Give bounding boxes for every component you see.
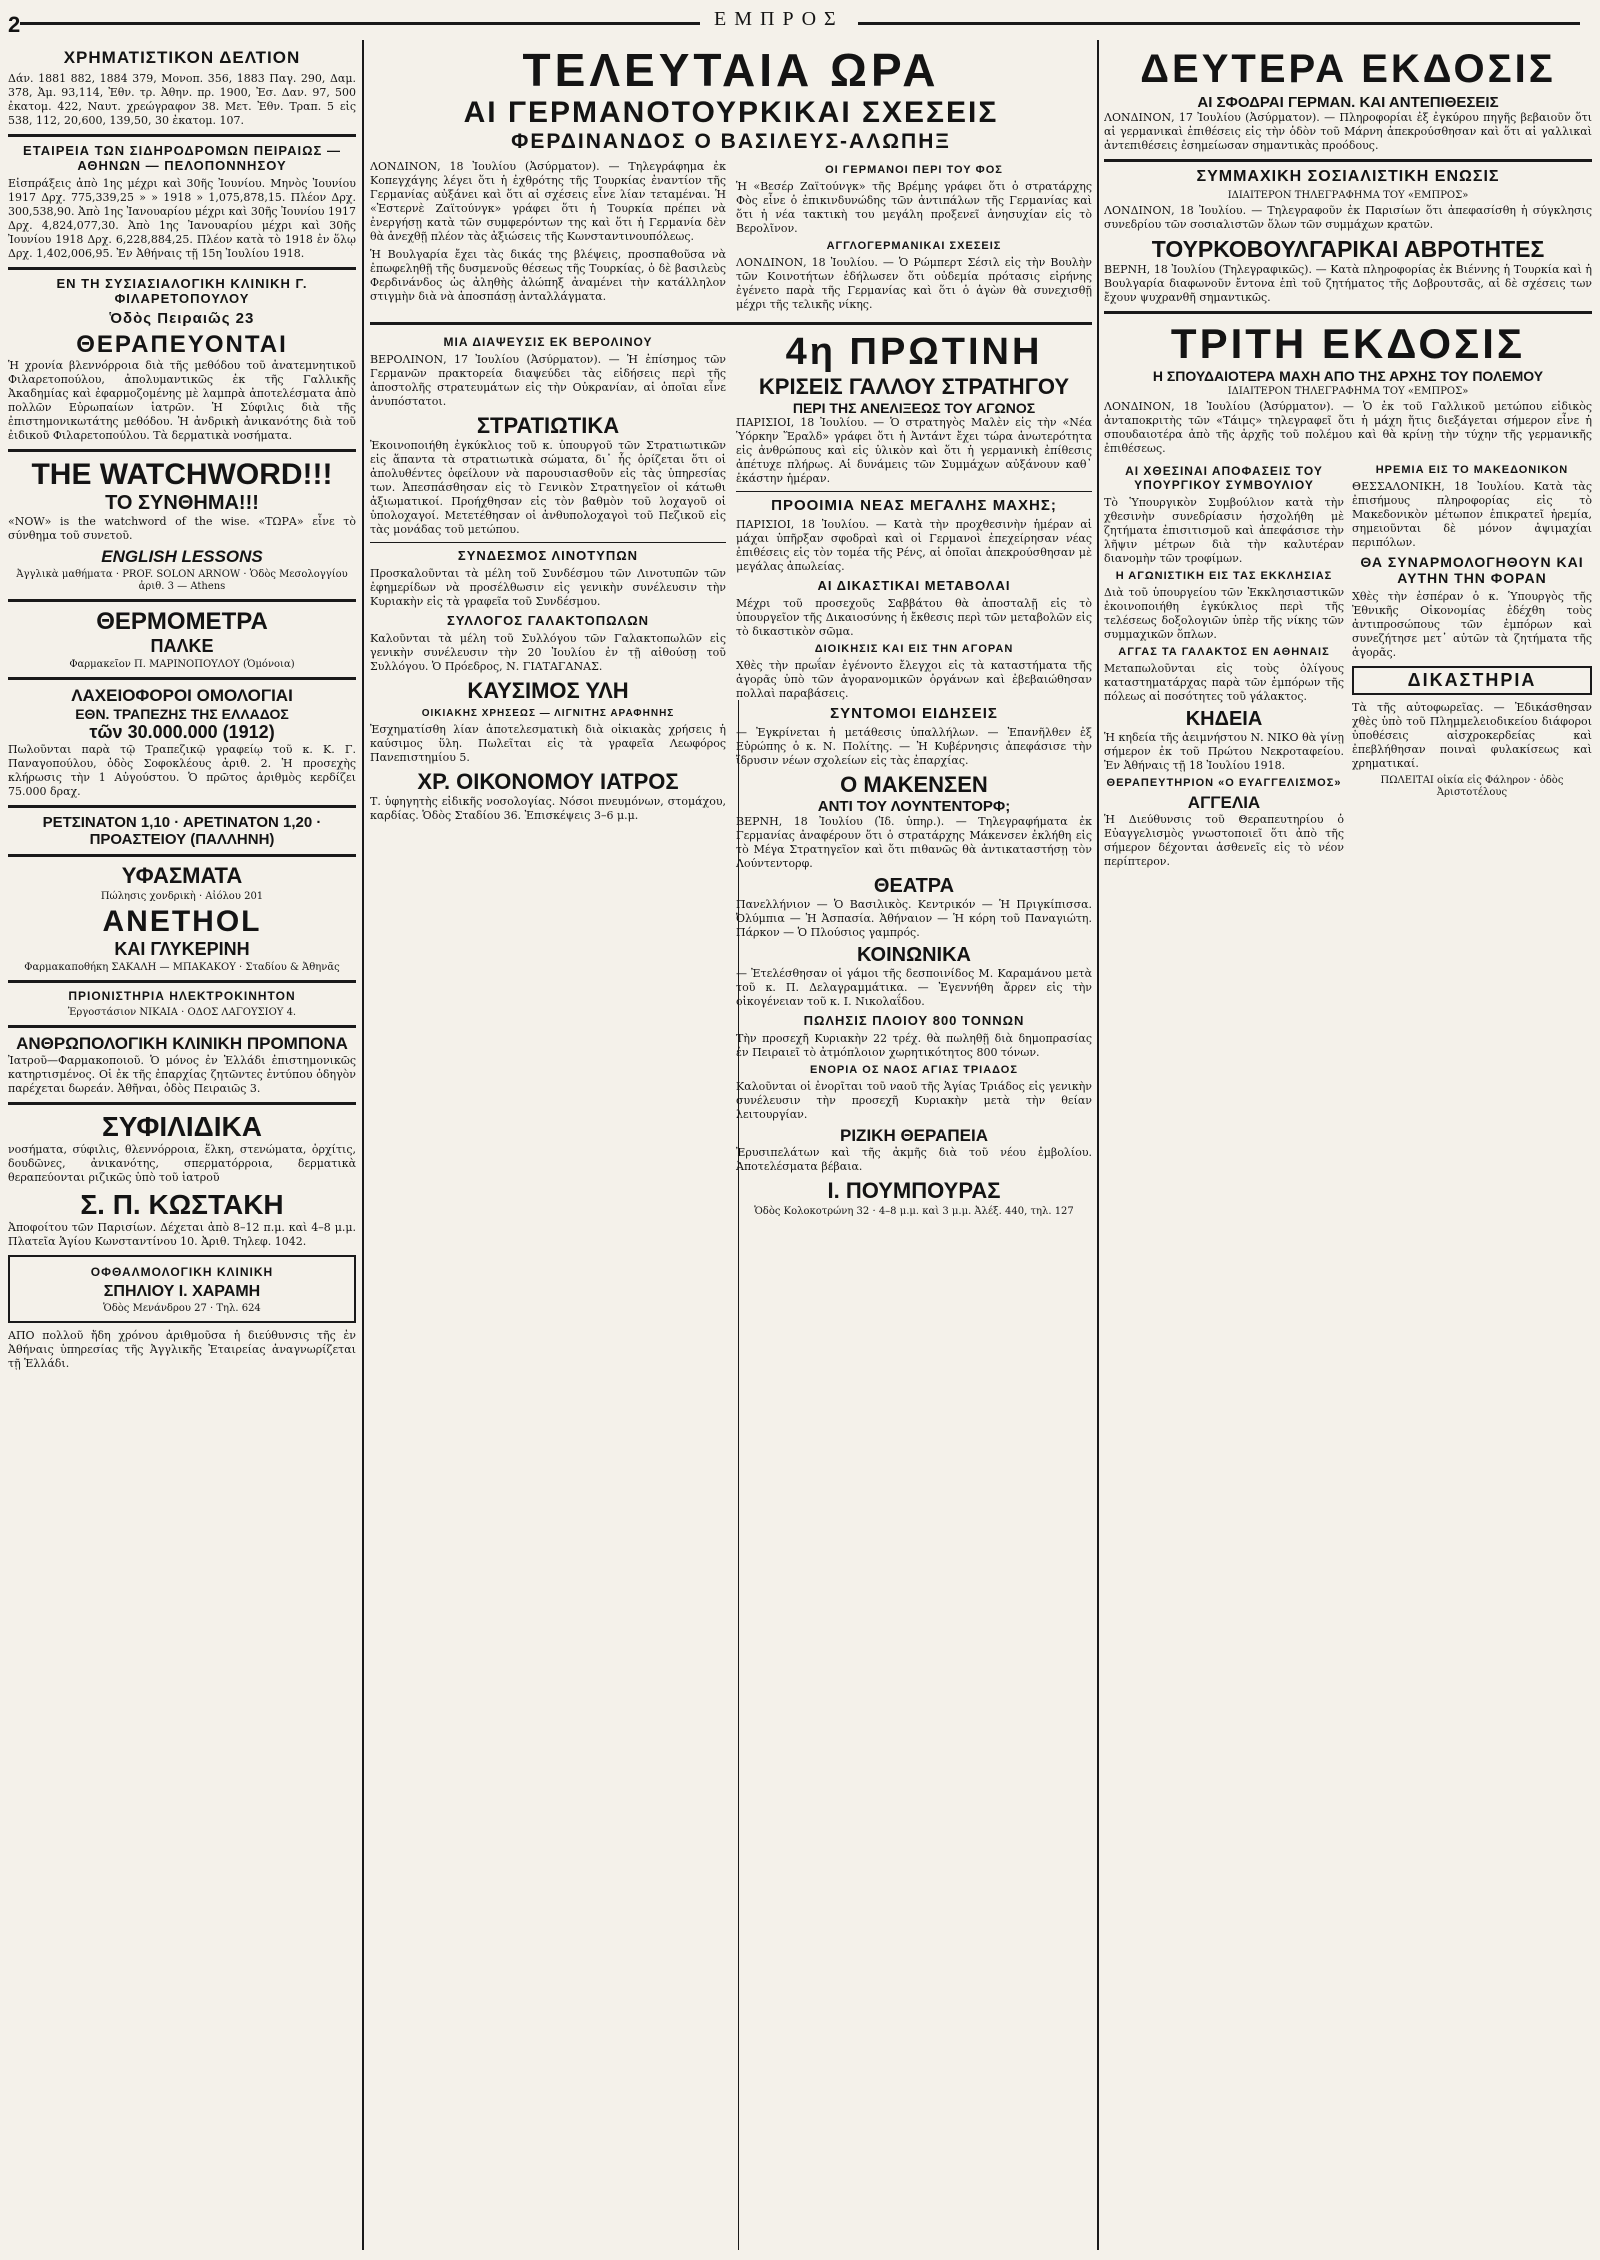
divider	[8, 134, 356, 137]
second-edition-headline: ΑΙ ΣΦΟΔΡΑΙ ΓΕΡΜΑΝ. ΚΑΙ ΑΝΤΕΠΙΘΕΣΕΙΣ	[1197, 94, 1499, 111]
milk-title: ΣΥΛΛΟΓΟΣ ΓΑΛΑΚΤΟΠΩΛΩΝ	[446, 613, 650, 628]
paper-name: ΕΜΠΡΟΣ	[700, 8, 858, 31]
academic-title: ΑΓΓΑΣ ΤΑ ΓΑΛΑΚΤΟΣ ΕΝ ΑΘΗΝΑΙΣ	[1118, 646, 1330, 658]
cure-title: ΡΙΖΙΚΗ ΘΕΡΑΠΕΙΑ	[840, 1126, 988, 1145]
third-edition-banner: ΤΡΙΤΗ ΕΚΔΟΣΙΣ	[1170, 320, 1526, 367]
watchword-text: «NOW» is the watchword of the wise. «ΤΩΡΑ» εἶνε τὸ σύνθημα τοῦ συνετοῦ.	[8, 515, 356, 542]
left-column	[8, 44, 356, 2250]
fuel-sub: ΟΙΚΙΑΚΗΣ ΧΡΗΣΕΩΣ — ΛΙΓΝΙΤΗΣ ΑΡΑΦΗΝΗΣ	[421, 708, 675, 719]
last-hour-column	[370, 44, 1092, 2250]
doctor-title: ΧΡ. ΟΙΚΟΝΟΜΟΥ ΙΑΤΡΟΣ	[417, 769, 679, 794]
poumpouras-title: Ι. ΠΟΥΜΠΟΥΡΑΣ	[827, 1178, 1001, 1203]
lessons-title: ENGLISH LESSONS	[101, 547, 263, 566]
ship-title: ΠΩΛΗΣΙΣ ΠΛΟΙΟΥ 800 ΤΟΝΝΩΝ	[803, 1013, 1025, 1028]
center-right-col	[736, 331, 1092, 1220]
courts-box	[1352, 666, 1592, 695]
kostaki-title: Σ. Π. ΚΩΣΤΑΚΗ	[80, 1189, 284, 1220]
masthead	[0, 0, 1600, 40]
third-edition-headline: Η ΣΠΟΥΔΑΙΟΤΕΡΑ ΜΑΧΗ ΑΠΟ ΤΗΣ ΑΡΧΗΣ ΤΟΥ ΠΟΛΕΜΟΥ	[1152, 368, 1544, 384]
courts-text: Μέχρι τοῦ προσεχοῦς Σαββάτου θὰ ἀποσταλῇ εἰς τὸ ὑπουργεῖον τῆς Δικαιοσύνης ἡ ἔκθεσις περὶ τῶν μεταβολῶν εἰς τὸ δικαστικὸν σῶμα.	[736, 597, 1092, 638]
ophthalmology-ad	[8, 1255, 356, 1323]
third-edition-sub: ΙΔΙΑΙΤΕΡΟΝ ΤΗΛΕΓΡΑΦΗΜΑ ΤΟΥ «ΕΜΠΡΟΣ»	[1227, 386, 1469, 397]
crisis-sub: ΠΕΡΙ ΤΗΣ ΑΝΕΛΙΞΕΩΣ ΤΟΥ ΑΓΩΝΟΣ	[792, 400, 1036, 416]
ophth-name: ΣΠΗΛΙΟΥ Ι. ΧΑΡΑΜΗ	[103, 1283, 261, 1300]
again-text: Χθὲς τὴν ἑσπέραν ὁ κ. Ὑπουργὸς τῆς Ἐθνικῆς Οἰκονομίας ἐδέχθη τοὺς ἀντιπροσώπους τῶν ἐμπόρων καὶ συνεζήτησε μετ᾿ αὐτῶν τὰ ζητήματα τῆς ἀγορᾶς.	[1352, 590, 1592, 659]
thermo-title: ΘΕΡΜΟΜΕΤΡΑ	[96, 608, 268, 635]
anethol-text: Φαρμακαποθήκη ΣΑΚΑΛΗ — ΜΠΑΚΑΚΟΥ · Σταδίου & Ἀθηνᾶς	[24, 962, 340, 973]
bourse-title: ΧΡΗΜΑΤΙΣΤΙΚΟΝ ΔΕΛΤΙΟΝ	[63, 48, 301, 67]
military-text: Ἐκοινοποιήθη ἐγκύκλιος τοῦ κ. ὑπουργοῦ τῶν Στρατιωτικῶν εἰς ἅπαντα τὰ στρατιωτικὰ σώματα, δι᾿ ἧς ὁρίζεται ὅτι οἱ ἀπολυθέντες ὀφείλουν νὰ παρουσιασθοῦν εἰς τὰς ὑπηρεσίας των. Ἀπεσπάσθησαν εἰς τὸ Γενικὸν Στρατηγεῖον οἱ κάτωθι ἀξιωματικοί. Προήχθησαν εἰς τὸν βαθμὸν τοῦ λοχαγοῦ οἱ ὑπολοχαγοί. Μετετέθησαν οἱ ἀνθυπολοχαγοὶ τοῦ Πεζικοῦ εἰς τὰς μονάδας τοῦ μετώπου.	[370, 439, 726, 536]
divider	[8, 599, 356, 602]
thermo-text: Φαρμακεῖον Π. ΜΑΡΙΝΟΠΟΥΛΟΥ (Ὁμόνοια)	[69, 659, 295, 670]
divider	[736, 491, 1092, 492]
unions-title: ΣΥΝΔΕΣΜΟΣ ΛΙΝΟΤΥΠΩΝ	[457, 548, 639, 563]
center-left-col	[370, 331, 726, 1220]
last-hour-col-2	[736, 160, 1092, 316]
lh-para-1: ΛΟΝΔΙΝΟΝ, 18 Ἰουλίου (Ἀσύρματον). — Τηλεγράφημα ἐκ Κοπεγχάγης λέγει ὅτι ἡ ἐχθρότης τῆς Τουρκίας ἐναντίον τῆς Γερμανίας αὐξάνει καὶ ὅτι αἱ σχέσεις εἶνε λίαν τεταμέναι. Ἡ «Ἐστερνὲ Ζαϊτούνγκ» γράφει ὅτι ἡ Τουρκία πρέπει νὰ ἐνεργήσῃ κατὰ τῶν συμφερόντων της καὶ ὅτι ἡ Γερμανία δὲν θὰ ἀνεχθῇ πλέον τὰς ἀξιώσεις τῆς Κωνσταντινουπόλεως.	[370, 160, 726, 243]
divider	[8, 267, 356, 270]
ministers-text: Τὸ Ὑπουργικὸν Συμβούλιον κατὰ τὴν χθεσινὴν συνεδρίασιν ἠσχολήθη μὲ ζητήματα ἐπισιτισμοῦ καὶ ἀπεφάσισε τὴν λῆψιν μέτρων διὰ τὴν καλυτέραν διανομὴν τῶν τροφίμων.	[1104, 496, 1344, 565]
sold-text: ΠΩΛΕΙΤΑΙ οἰκία εἰς Φάληρον · ὁδὸς Ἀριστοτέλους	[1380, 775, 1564, 798]
third-col-right	[1352, 460, 1592, 873]
right-column	[1104, 44, 1592, 2250]
clinic-heading: ΘΕΡΑΠΕΥΟΝΤΑΙ	[76, 331, 288, 358]
theatre-title: ΘΕΑΤΡΑ	[873, 875, 955, 897]
column-divider	[1097, 40, 1099, 2250]
sub-germans: ΟΙ ΓΕΡΜΑΝΟΙ ΠΕΡΙ ΤΟΥ ΦΟΣ	[825, 164, 1003, 176]
berlin-title: ΜΙΑ ΔΙΑΨΕΥΣΙΣ ΕΚ ΒΕΡΟΛΙΝΟΥ	[443, 335, 653, 349]
courts-text-right: Τὰ τῆς αὐτοφωρεῖας. — Ἐδικάσθησαν χθὲς ὑπὸ τοῦ Πλημμελειοδικείου διάφοροι ὑποθέσεις αἰσχροκερδείας καὶ ἐπεβλήθησαν ποιναὶ φυλακίσεως καὶ χρηματικαί.	[1352, 701, 1592, 770]
fourth-edition-banner: 4η ΠΡΩΤΙΝΗ	[785, 331, 1043, 373]
unions-text: Προσκαλοῦνται τὰ μέλη τοῦ Συνδέσμου τῶν Λινοτυπῶν τῶν ἐφημερίδων νὰ προσέλθωσιν εἰς γενικὴν συνέλευσιν τὴν Κυριακὴν εἰς τὰ γραφεῖα τοῦ Συνδέσμου.	[370, 567, 726, 608]
kinema-text: Ἡ κηδεία τῆς ἀειμνήστου Ν. ΝΙΚΟ θὰ γίνῃ σήμερον ἐκ τοῦ Πρώτου Νεκροταφείου. Ἐν Ἀθήναις τῇ 18 Ἰουλίου 1918.	[1104, 731, 1344, 772]
lottery-amount: τῶν 30.000.000 (1912)	[89, 722, 275, 742]
center-lower	[370, 331, 1092, 1220]
syphilis-title: ΣΥΦΙΛΙΔΙΚΑ	[102, 1111, 262, 1142]
divider	[8, 449, 356, 452]
divider	[1104, 159, 1592, 162]
kinema-title: ΚΗΔΕΙΑ	[1185, 708, 1263, 730]
holy-text: Ἡ Διεύθυνσις τοῦ Θεραπευτηρίου ὁ Εὐαγγελισμὸς γνωστοποιεῖ ὅτι ἀπὸ τῆς σήμερον δέχονται ἀσθενεῖς εἰς τὸ νέον περίπτερον.	[1104, 813, 1344, 868]
last-hour-banner: ΤΕΛΕΥΤΑΙΑ ΩΡΑ	[522, 44, 940, 96]
electric-title: ΠΡΙΟΝΙΣΤΗΡΙΑ ΗΛΕΚΤΡΟΚΙΝΗΤΟΝ	[68, 989, 296, 1003]
again-title: ΘΑ ΣΥΝΑΡΜΟΛΟΓΗΘΟΥΝ ΚΑΙ ΑΥΤΗΝ ΤΗΝ ΦΟΡΑΝ	[1360, 554, 1584, 586]
brief-text: — Ἐγκρίνεται ἡ μετάθεσις ὑπαλλήλων. — Ἐπανῆλθεν ἐξ Εὐρώπης ὁ κ. Ν. Πολίτης. — Ἡ Κυβέρνησις ἀπεφάσισε τὴν ἵδρυσιν νέων σχολείων εἰς τὰς ἐπαρχίας.	[736, 726, 1092, 767]
prelude-text: ΠΑΡΙΣΙΟΙ, 18 Ἰουλίου. — Κατὰ τὴν προχθεσινὴν ἡμέραν αἱ μάχαι ὑπῆρξαν σφοδραὶ καὶ οἱ Γερμανοὶ ἐπεχείρησαν νέας ἐπιθέσεις εἰς τὸν τομέα τῆς Ρένς, αἱ ὁποῖαι ἀπεκρούσθησαν μὲ μεγάλας ἀπωλείας.	[736, 518, 1092, 573]
column-divider	[362, 40, 364, 2250]
anethol-title: ANETHOL	[102, 905, 262, 938]
socialist-sub: ΙΔΙΑΙΤΕΡΟΝ ΤΗΛΕΓΡΑΦΗΜΑ ΤΟΥ «ΕΜΠΡΟΣ»	[1227, 190, 1469, 201]
social-title: ΚΟΙΝΩΝΙΚΑ	[856, 944, 971, 966]
hospital-text: Διὰ τοῦ ὑπουργείου τῶν Ἐκκλησιαστικῶν ἐκοινοποιήθη ἐγκύκλιος περὶ τῆς τελέσεως δοξολογιῶν ὑπὲρ τῆς νίκης τῶν συμμαχικῶν ὅπλων.	[1104, 586, 1344, 641]
last-hour-subhead: ΦΕΡΔΙΝΑΝΔΟΣ Ο ΒΑΣΙΛΕΥΣ-ΑΛΩΠΗΞ	[511, 130, 951, 153]
clinic-title: ΕΝ ΤΗ ΣΥΣΙΑΣΙΑΛΟΓΙΚΗ ΚΛΙΝΙΚΗ Γ. ΦΙΛΑΡΕΤΟΠΟΥΛΟΥ	[56, 276, 308, 306]
bourse-text: Δάν. 1881 882, 1884 379, Μονοπ. 356, 1883 Παγ. 290, Δαμ. 378, Ἀμ. 93,114, Ἐθν. τρ. Ἀθην. πρ. 1900, Ἐσ. Δαν. 97, 500 ἐκατομ. 422, Ναυτ. χρεώγραφον 38. Μετ. Ἐθν. Τραπ. 5 εἰς 538, 112, 20,600, 139,50, 30 ἐκατομ. 107.	[8, 72, 356, 127]
sub-anglo: ΑΓΓΛΟΓΕΡΜΑΝΙΚΑΙ ΣΧΕΣΕΙΣ	[826, 240, 1002, 252]
thermo-sub: ΠΑΛΚΕ	[150, 636, 214, 656]
socialist-text: ΛΟΝΔΙΝΟΝ, 18 Ἰουλίου. — Τηλεγραφοῦν ἐκ Παρισίων ὅτι ἀπεφασίσθη ἡ σύγκλησις συνεδρίου τῶν σοσιαλιστῶν ὅλων τῶν συμμάχων κρατῶν.	[1104, 204, 1592, 231]
macedonia-text: ΘΕΣΣΑΛΟΝΙΚΗ, 18 Ἰουλίου. Κατὰ τὰς ἐπισήμους πληροφορίας εἰς τὸ Μακεδονικὸν μέτωπον ἐπικρατεῖ ἡρεμία, σημειοῦνται δὲ μόνον ἀψιμαχίαι περιπόλων.	[1352, 480, 1592, 549]
lottery-text: Πωλοῦνται παρὰ τῷ Τραπεζικῷ γραφείῳ τοῦ κ. Κ. Γ. Παναγοπούλου, ὁδὸς Σοφοκλέους ἀριθ. 2. Ἡ προσεχὴς κλήρωσις τὴν 1 Αὐγούστου. Ὁ πρῶτος ἀριθμὸς κερδίζει 75.000 δραχ.	[8, 743, 356, 798]
last-hour-col-1	[370, 160, 726, 316]
kostaki-text: Ἀποφοίτου τῶν Παρισίων. Δέχεται ἀπὸ 8–12 π.μ. καὶ 4–8 μ.μ. Πλατεῖα Ἁγίου Κωνσταντίνου 10. Ἀριθ. Τηλεφ. 1042.	[8, 1221, 356, 1248]
crisis-title: ΚΡΙΣΕΙΣ ΓΑΛΛΟΥ ΣΤΡΑΤΗΓΟΥ	[758, 374, 1070, 399]
fabrics-text: Πώλησις χονδρικὴ · Αἰόλου 201	[100, 891, 264, 902]
lottery-title: ΛΑΧΕΙΟΦΟΡΟΙ ΟΜΟΛΟΓΙΑΙ	[71, 686, 293, 705]
divider	[8, 854, 356, 857]
lottery-sub: ΕΘΝ. ΤΡΑΠΕΖΗΣ ΤΗΣ ΕΛΛΑΔΟΣ	[75, 706, 289, 722]
mackensen-text: ΒΕΡΝΗ, 18 Ἰουλίου (Ἰδ. ὑπηρ.). — Τηλεγραφήματα ἐκ Γερμανίας ἀναφέρουν ὅτι ὁ στρατάρχης Μάκενσεν ἐκλήθη εἰς τὸ Μέγα Στρατηγεῖον καὶ ὅτι πιθανῶς θὰ ἀντικαταστήσῃ τὸν Λούντεντορφ.	[736, 815, 1092, 870]
academic-text: Μεταπωλοῦνται εἰς τοὺς ὀλίγους καταστηματάρχας παρὰ τῶν ἐμπόρων τῆς πόλεως αἱ ποσότητες τοῦ γάλακτος.	[1104, 662, 1344, 703]
company-text: Εἰσπράξεις ἀπὸ 1ης μέχρι καὶ 30ῆς Ἰουνίου. Μηνὸς Ἰουνίου 1917 Δρχ. 775,339,25 » » 1918 » 1,075,878,15. Πλέον Δρχ. 300,538,90. Ἀπὸ 1ης Ἰανουαρίου μέχρι καὶ 30ῆς Ἰουνίου 1917 Δρχ. 4,824,077,30. Ἀπὸ 1ης Ἰανουαρίου μέχρι καὶ 30ῆς Ἰουνίου 1918 Δρχ. 6,228,884,25. Πλέον κατὰ τὸ 1918 ἐν ὅλῳ Δρχ. 1,402,006,95. Ἐν Ἀθήναις τῇ 15η Ἰουλίου 1918.	[8, 177, 356, 260]
syphilis-text: νοσήματα, σύφιλις, θλεννόρροια, ἕλκη, στενώματα, ὀρχίτις, δουδῶνες, ἀνικανότης, σπερματόρροια, δερματικὰ θεραπεύονται ριζικῶς ὑπὸ τοῦ ἰατροῦ	[8, 1143, 356, 1184]
socialist-title: ΣΥΜΜΑΧΙΚΗ ΣΟΣΙΑΛΙΣΤΙΚΗ ΕΝΩΣΙΣ	[1196, 168, 1500, 185]
last-hour-body	[370, 160, 1092, 316]
berlin-text: ΒΕΡΟΛΙΝΟΝ, 17 Ἰουλίου (Ἀσύρματον). — Ἡ ἐπίσημος τῶν Γερμανῶν πρακτορεία διαψεύδει τὰς εἰδήσεις περὶ τῆς ἀποστολῆς στρατευμάτων εἰς τὴν Οὐκρανίαν, αἱ ὁποῖαι εἶνε ἀνυπόστατοι.	[370, 353, 726, 408]
third-edition-columns	[1104, 460, 1592, 873]
feast-title: ΕΝΟΡΙΑ ΟΣ ΝΑΟΣ ΑΓΙΑΣ ΤΡΙΑΔΟΣ	[810, 1064, 1018, 1076]
lh-para-4: ΛΟΝΔΙΝΟΝ, 18 Ἰουλίου. — Ὁ Ρώμπερτ Σέσιλ εἰς τὴν Βουλὴν τῶν Κοινοτήτων ἐδήλωσεν ὅτι οὐδεμία πρότασις εἰρήνης ἐγένετο παρὰ τῆς Γερμανίας καὶ ὅτι ὁ ἀγὼν θὰ συνεχισθῇ μέχρι τῆς τελικῆς νίκης.	[736, 256, 1092, 311]
electric-text: Ἐργοστάσιον ΝΙΚΑΙΑ · ΟΔΟΣ ΛΑΓΟΥΣΙΟΥ 4.	[67, 1007, 297, 1018]
watchword-title: THE WATCHWORD!!!	[31, 458, 333, 491]
ministers-title: ΑΙ ΧΘΕΣΙΝΑΙ ΑΠΟΦΑΣΕΙΣ ΤΟΥ ΥΠΟΥΡΓΙΚΟΥ ΣΥΜΒΟΥΛΙΟΥ	[1125, 464, 1323, 492]
divider	[8, 980, 356, 983]
third-edition-text: ΛΟΝΔΙΝΟΝ, 18 Ἰουλίου (Ἀσύρματον). — Ὁ ἐκ τοῦ Γαλλικοῦ μετώπου εἰδικὸς ἀνταποκριτὴς τῶν «Τάιμς» τηλεγραφεῖ ὅτι ἡ μάχη ἥτις διεξάγεται σήμερον εἶνε ἡ σπουδαιοτέρα ἀπὸ τῆς ἀρχῆς τοῦ πολέμου καὶ θὰ κρίνῃ τὴν τύχην τῆς γερμανικῆς ἐπιθέσεως.	[1104, 400, 1592, 455]
holy-sub: ΑΓΓΕΛΙΑ	[1187, 793, 1261, 812]
poumpouras-text: Ὁδὸς Κολοκοτρώνη 32 · 4–8 μ.μ. καὶ 3 μ.μ. Ἀλέξ. 440, τηλ. 127	[754, 1206, 1074, 1217]
macedonia-title: ΗΡΕΜΙΑ ΕΙΣ ΤΟ ΜΑΚΕΔΟΝΙΚΟΝ	[1375, 464, 1569, 476]
anethol-sub: ΚΑΙ ΓΛΥΚΕΡΙΝΗ	[114, 939, 250, 959]
market-text: Χθὲς τὴν πρωΐαν ἐγένοντο ἔλεγχοι εἰς τὰ καταστήματα τῆς ἀγορᾶς ὑπὸ τῶν ἀγορανομικῶν ὀργάνων καὶ ἐβεβαιώθησαν πολλαὶ παραβάσεις.	[736, 659, 1092, 700]
crisis-text: ΠΑΡΙΣΙΟΙ, 18 Ἰουλίου. — Ὁ στρατηγὸς Μαλὲν εἰς τὴν «Νέα Ὑόρκην Ἕραλδ» γράφει ὅτι ἡ Ἀντάντ ἔχει τώρα ἀνωτερότητα εἰς ἀνθρώπους καὶ εἰς ὑλικὸν καὶ ὅτι ἡ γερμανικὴ ἐπίθεσις ἀπέτυχε πλήρως. Αἱ δυνάμεις τῶν Συμμάχων αὐξάνουν καθ᾿ ἑκάστην ἡμέραν.	[736, 416, 1092, 485]
last-hour-headline: ΑΙ ΓΕΡΜΑΝΟΤΟΥΡΚΙΚΑΙ ΣΧΕΣΕΙΣ	[463, 96, 999, 129]
fuel-text: Ἐσχηματίσθη λίαν ἀποτελεσματικὴ διὰ οἰκιακὰς χρήσεις ἡ καύσιμος ὕλη. Πωλεῖται εἰς τὰ γραφεῖα Λεωφόρος Πανεπιστημίου 5.	[370, 723, 726, 764]
promponas-text: Ἰατροῦ—Φαρμακοποιοῦ. Ὁ μόνος ἐν Ἑλλάδι ἐπιστημονικῶς κατηρτισμένος. Οἱ ἐκ τῆς ἐπαρχίας ζητῶντες ἐντύπου ὁδηγὸν παρέχεται δωρεάν. Ἀθῆναι, ὁδὸς Πειραιῶς 3.	[8, 1054, 356, 1095]
prelude-title: ΠΡΟΟΙΜΙΑ ΝΕΑΣ ΜΕΓΑΛΗΣ ΜΑΧΗΣ;	[771, 497, 1057, 514]
second-edition-text: ΛΟΝΔΙΝΟΝ, 17 Ἰουλίου (Ἀσύρματον). — Πληροφορίαι ἐξ ἐγκύρου πηγῆς βεβαιοῦν ὅτι αἱ γερμανικαὶ ἐπιθέσεις εἰς τὴν ὁδὸν τοῦ Μάρνη ἀπεκρούσθησαν καὶ ὅτι αἱ γαλλικαὶ ἀντεπιθέσεις ἐσημείωσαν σημαντικὰς προόδους.	[1104, 111, 1592, 152]
feast-text: Καλοῦνται οἱ ἐνορῖται τοῦ ναοῦ τῆς Ἁγίας Τριάδος εἰς γενικὴν συνέλευσιν τὴν προσεχῆ Κυριακὴν μετὰ τὴν θείαν λειτουργίαν.	[736, 1080, 1092, 1121]
fabrics-title: ΥΦΑΣΜΑΤΑ	[121, 863, 243, 888]
clinic-address: Ὁδὸς Πειραιῶς 23	[109, 310, 255, 327]
cure-text: Ἐρυσιπελάτων καὶ τῆς ἀκμῆς διὰ τοῦ νέου ἐμβολίου. Ἀποτελέσματα βέβαια.	[736, 1146, 1092, 1173]
divider	[8, 1102, 356, 1105]
divider	[8, 677, 356, 680]
theatre-text: Πανελλήνιον — Ὁ Βασιλικὸς. Κεντρικόν — Ἡ Πριγκίπισσα. Ὀλύμπια — Ἡ Ἀσπασία. Ἀθήναιον — Ἡ κόρη τοῦ Παναγιώτη. Πάρκον — Ὁ Πλούσιος γαμπρός.	[736, 898, 1092, 939]
lh-para-3: Ἡ «Βεσέρ Ζαϊτούνγκ» τῆς Βρέμης γράφει ὅτι ὁ στρατάρχης Φὸς εἶνε ὁ ἐπικινδυνώδης τῶν ἀντιπάλων τῆς Γερμανίας καὶ ὅτι ἡ νέα τακτικὴ του μεγάλη προξενεῖ ἀνησυχίαν εἰς τὸ Βερολῖνον.	[736, 180, 1092, 235]
doctor-text: Τ. ὑφηγητὴς εἰδικῆς νοσολογίας. Νόσοι πνευμόνων, στομάχου, καρδίας. Ὁδὸς Σταδίου 36. Ἐπισκέψεις 3–6 μ.μ.	[370, 795, 726, 822]
third-col-left	[1104, 460, 1344, 873]
brief-title: ΣΥΝΤΟΜΟΙ ΕΙΔΗΣΕΙΣ	[830, 705, 998, 722]
milk-text: Καλοῦνται τὰ μέλη τοῦ Συλλόγου τῶν Γαλακτοπωλῶν εἰς γενικὴν συνέλευσιν τὴν 20 Ἰουλίου ἐν τῇ αἰθούσῃ τοῦ Συλλόγου. Ὁ Πρόεδρος, Ν. ΓΙΑΤΑΓΑΝΑΣ.	[370, 632, 726, 673]
divider	[8, 1025, 356, 1028]
second-edition-banner: ΔΕΥΤΕΡΑ ΕΚΔΟΣΙΣ	[1140, 47, 1556, 91]
ophth-title: ΟΦΘΑΛΜΟΛΟΓΙΚΗ ΚΛΙΝΙΚΗ	[90, 1265, 274, 1279]
holy-title: ΘΕΡΑΠΕΥΤΗΡΙΟΝ «Ο ΕΥΑΓΓΕΛΙΣΜΟΣ»	[1106, 777, 1342, 789]
hospital-title: Η ΑΓΩΝΙΣΤΙΚΗ ΕΙΣ ΤΑΣ ΕΚΚΛΗΣΙΑΣ	[1115, 570, 1333, 582]
courts-title-right: ΔΙΚΑΣΤΗΡΙΑ	[1407, 670, 1537, 690]
lh-para-2: Ἡ Βουλγαρία ἔχει τὰς δικάς της βλέψεις, προσπαθοῦσα νὰ ἐπωφεληθῇ τῆς δυσμενοῦς θέσεως τῆς Τουρκίας, ὁ δὲ βασιλεὺς Φερδινάνδος ὡς ἀληθὴς ἀλώπηξ ἀναμένει τὴν κατάλληλον στιγμὴν διὰ νὰ ἀποσπάσῃ ἀνταλλάγματα.	[370, 248, 726, 303]
lessons-text: Ἀγγλικὰ μαθήματα · PROF. SOLON ARNOW · Ὁδὸς Μεσολογγίου ἀριθ. 3 — Athens	[16, 569, 348, 592]
footer-text: ΑΠΟ πολλοῦ ἤδη χρόνου ἀριθμοῦσα ἡ διεύθυνσις τῆς ἐν Ἀθήναις ὑπηρεσίας τῆς Ἀγγλικῆς Ἐταιρείας ἀναγνωρίζεται τῇ Ἑλλάδι.	[8, 1329, 356, 1370]
mackensen-title: Ο ΜΑΚΕΝΣΕΝ	[840, 772, 988, 797]
clinic-text: Ἡ χρονία βλεννόρροια διὰ τῆς μεθόδου τοῦ ἀνατεμνητικοῦ Φιλαρετοπούλου, ἀπολυμαντικῶς ἐκ τῆς Γαλλικῆς Ἀκαδημίας καὶ ἐφαρμοζομένης μὲ λαμπρὰ ἀποτελέσματα ἀπὸ πολλῶν Εὐρωπαίων ἰατρῶν. Ἡ Σύφιλις διὰ τῆς ἐπιστημονικωτάτης μεθόδου. Ἡ ἀνδρικὴ ἀνικανότης διὰ τοῦ ἐιδικοῦ Φιλαρετοπούλου. Τὰ δερματικὰ νοσήματα.	[8, 359, 356, 442]
retsina-ad: ΡΕΤΣΙΝΑΤΟΝ 1,10 · ΑΡΕΤΙΝΑΤΟΝ 1,20 · ΠΡΟΑΣΤΕΙΟΥ (ΠΑΛΛΗΝΗ)	[42, 814, 322, 848]
market-title: ΔΙΟΙΚΗΣΙΣ ΚΑΙ ΕΙΣ ΤΗΝ ΑΓΟΡΑΝ	[814, 643, 1014, 655]
turkbulg-text: ΒΕΡΝΗ, 18 Ἰουλίου (Τηλεγραφικῶς). — Κατὰ πληροφορίας ἐκ Βιέννης ἡ Τουρκία καὶ ἡ Βουλγαρία διαφωνοῦν ἔντονα ἐπὶ τοῦ ζητήματος τῆς Δοβρουτσᾶς, αἱ δὲ σχέσεις των ἔχουν ψυχρανθῆ σημαντικῶς.	[1104, 263, 1592, 304]
turkbulg-title: ΤΟΥΡΚΟΒΟΥΛΓΑΡΙΚΑΙ ΑΒΡΟΤΗΤΕΣ	[1151, 236, 1545, 262]
watchword-greek: ΤΟ ΣΥΝΘΗΜΑ!!!	[105, 492, 259, 514]
mackensen-sub: ΑΝΤΙ ΤΟΥ ΛΟΥΝΤΕΝΤΟΡΦ;	[817, 798, 1011, 815]
divider	[8, 805, 356, 808]
company-title: ΕΤΑΙΡΕΙΑ ΤΩΝ ΣΙΔΗΡΟΔΡΟΜΩΝ ΠΕΙΡΑΙΩΣ — ΑΘΗΝΩΝ — ΠΕΛΟΠΟΝΝΗΣΟΥ	[23, 143, 341, 173]
ophth-text: Ὁδὸς Μενάνδρου 27 · Τηλ. 624	[103, 1303, 261, 1314]
social-text: — Ἐτελέσθησαν οἱ γάμοι τῆς δεσποινίδος Μ. Καραμάνου μετὰ τοῦ κ. Π. Δελαγραμμάτικα. — Ἐγεννήθη ἄρρεν εἰς τὴν οἰκογένειαν τοῦ κ. Ι. Νικολαΐδου.	[736, 967, 1092, 1008]
divider	[1104, 311, 1592, 314]
courts-title: ΑΙ ΔΙΚΑΣΤΙΚΑΙ ΜΕΤΑΒΟΛΑΙ	[817, 578, 1011, 593]
divider	[370, 542, 726, 543]
fuel-title: ΚΑΥΣΙΜΟΣ ΥΛΗ	[467, 678, 629, 703]
promponas-title: ΑΝΘΡΩΠΟΛΟΓΙΚΗ ΚΛΙΝΙΚΗ ΠΡΟΜΠΟΝΑ	[16, 1034, 348, 1053]
page-number: 2	[8, 12, 21, 37]
divider	[370, 322, 1092, 325]
military-title: ΣΤΡΑΤΙΩΤΙΚΑ	[476, 413, 620, 438]
ship-text: Τὴν προσεχῆ Κυριακὴν 22 τρέχ. θὰ πωληθῇ διὰ δημοπρασίας ἐν Πειραιεῖ τὸ ἀτμόπλοιον χωρητικότητος 800 τόνων.	[736, 1032, 1092, 1059]
